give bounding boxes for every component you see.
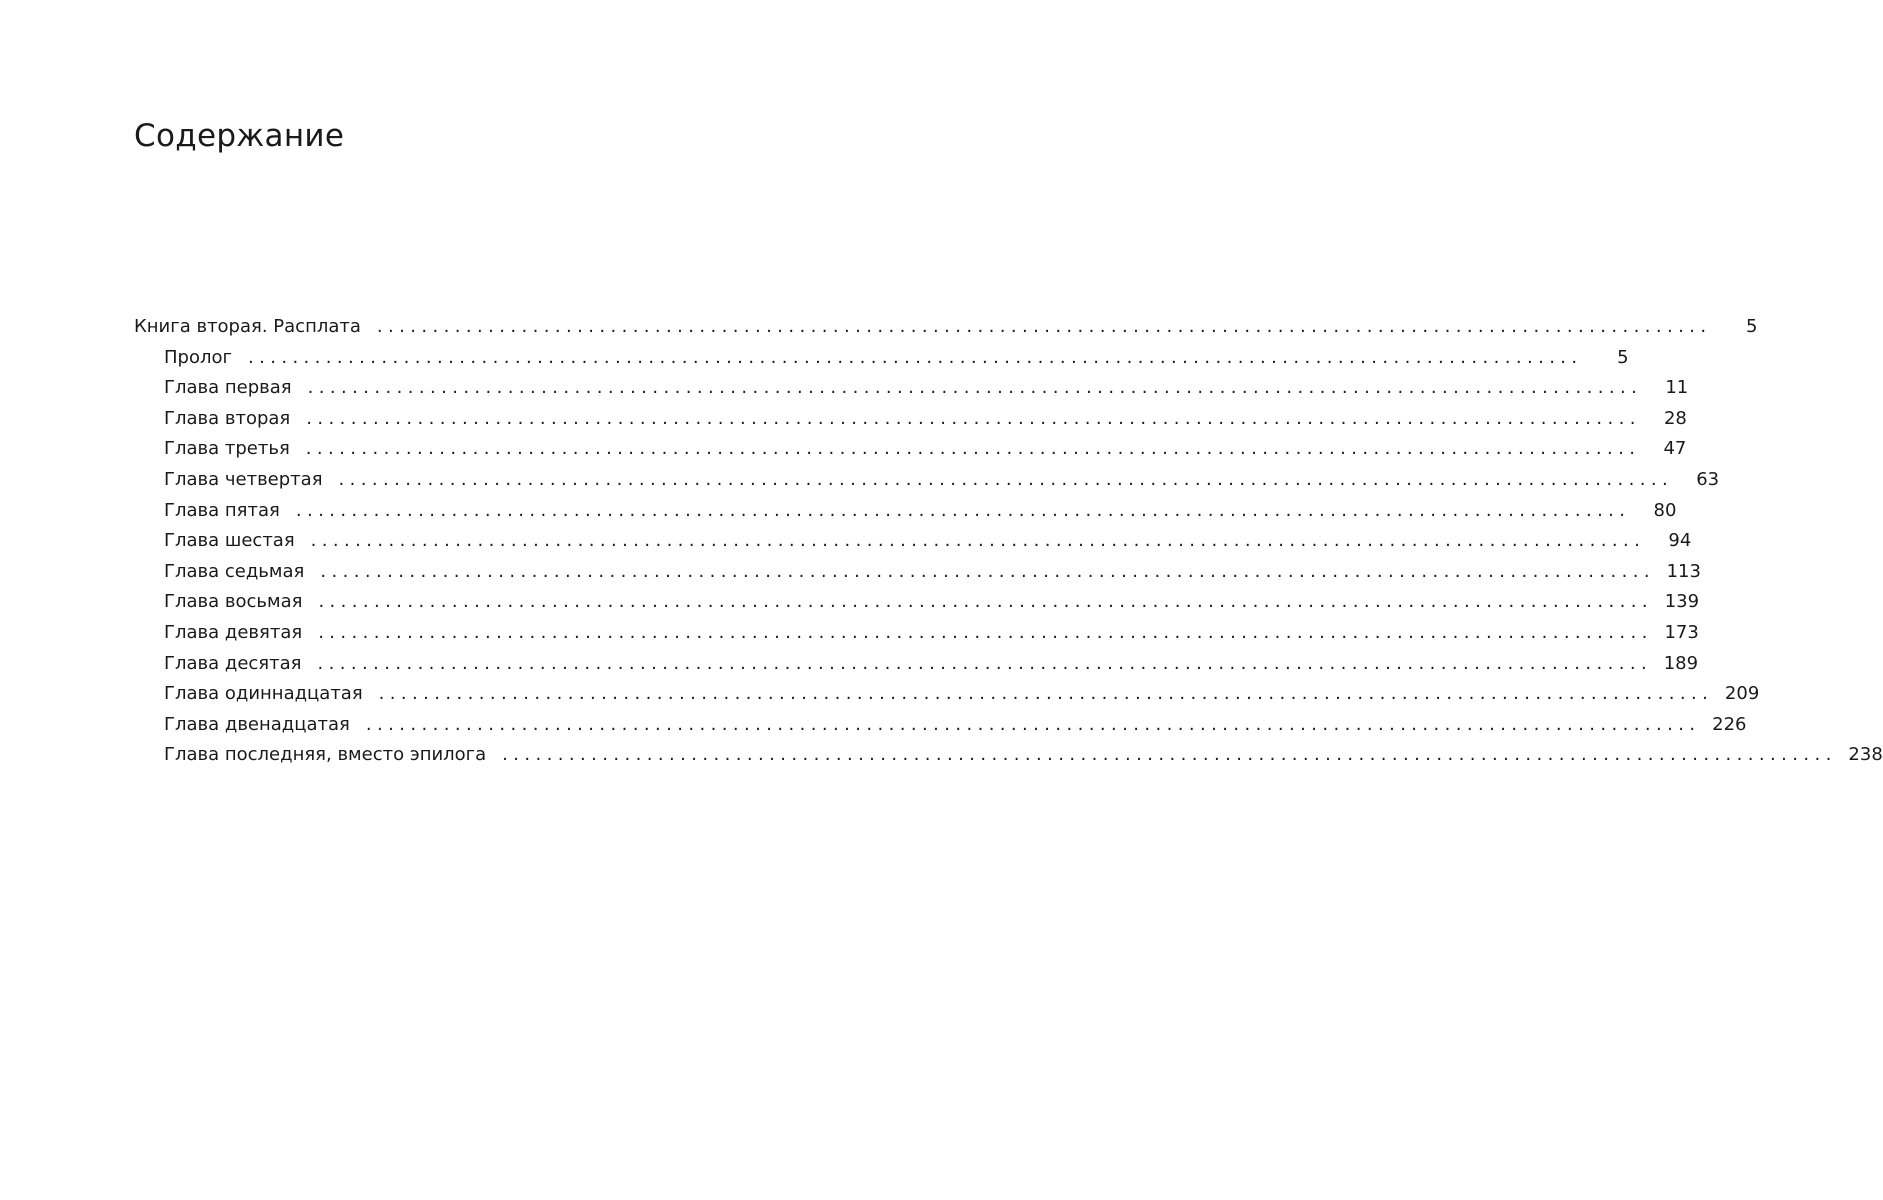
toc-entry-page: 139	[1664, 591, 1700, 613]
dot-leader: ........................................................................................................................	[295, 499, 1631, 521]
toc-entry-page: 173	[1664, 621, 1699, 643]
toc-entry-title: Глава девятая	[164, 621, 303, 643]
page-title: Содержание	[134, 118, 345, 154]
toc-entry	[134, 526, 1692, 557]
toc-entry-title: Глава пятая	[164, 499, 280, 521]
dot-leader: ........................................................................................................................	[376, 316, 1712, 337]
toc-entry	[134, 618, 1699, 649]
dot-leader: ........................................................................................................................	[320, 560, 1655, 582]
toc-entry	[134, 679, 1760, 710]
toc-entry-title: Глава первая	[164, 377, 292, 399]
toc-entry	[134, 343, 1629, 374]
toc-entry-page: 209	[1724, 683, 1760, 705]
dot-leader: ........................................................................................................................	[318, 621, 1653, 643]
toc-entry-page: 5	[1617, 346, 1629, 368]
toc-entry-page: 238	[1848, 744, 1883, 766]
table-of-contents	[134, 312, 1883, 771]
dot-leader: ........................................................................................................................	[318, 591, 1654, 613]
toc-entry	[134, 465, 1720, 496]
toc-entry	[134, 740, 1883, 771]
toc-entry-title: Глава двенадцатая	[164, 713, 350, 735]
toc-entry-title: Глава шестая	[164, 530, 295, 552]
toc-entry-title: Глава последняя, вместо эпилога	[164, 744, 487, 766]
dot-leader: ........................................................................................................................	[305, 438, 1641, 460]
dot-leader: ........................................................................................................................	[338, 468, 1674, 490]
toc-entry-page: 5	[1746, 316, 1758, 337]
dot-leader: ........................................................................................................................	[306, 407, 1641, 429]
dot-leader: ........................................................................................................................	[502, 744, 1837, 766]
toc-entry-title: Глава четвертая	[164, 468, 323, 490]
toc-entry-page: 28	[1663, 407, 1687, 429]
toc-entry-page: 189	[1663, 652, 1699, 674]
toc-entry	[134, 434, 1687, 465]
toc-entry-title: Глава третья	[164, 438, 290, 460]
toc-entry-title: Глава восьмая	[164, 591, 303, 613]
toc-entry	[134, 710, 1747, 741]
dot-leader: ........................................................................................................................	[365, 713, 1701, 735]
toc-entry-page: 80	[1653, 499, 1677, 521]
dot-leader: ........................................................................................................................	[307, 377, 1643, 399]
dot-leader: ........................................................................................................................	[247, 346, 1583, 368]
toc-entry-title: Глава десятая	[164, 652, 302, 674]
toc-entry-page: 226	[1712, 713, 1747, 735]
toc-entry	[134, 312, 1758, 343]
toc-entry-title: Глава седьмая	[164, 560, 305, 582]
toc-entry-page: 94	[1668, 530, 1692, 552]
toc-entry-title: Пролог	[164, 346, 232, 368]
toc-entry-title: Глава одиннадцатая	[164, 683, 363, 705]
dot-leader: ........................................................................................................................	[317, 652, 1653, 674]
toc-entry	[134, 373, 1689, 404]
toc-entry	[134, 649, 1699, 680]
toc-entry	[134, 557, 1701, 588]
toc-entry	[134, 404, 1687, 435]
toc-entry-page: 47	[1663, 438, 1687, 460]
toc-entry-page: 113	[1666, 560, 1701, 582]
toc-entry-title: Книга вторая. Расплата	[134, 316, 361, 337]
toc-entry-page: 11	[1665, 377, 1689, 399]
toc-entry-title: Глава вторая	[164, 407, 291, 429]
dot-leader: ........................................................................................................................	[378, 683, 1714, 705]
toc-entry-page: 63	[1696, 468, 1720, 490]
toc-entry	[134, 496, 1677, 527]
toc-entry	[134, 587, 1700, 618]
dot-leader: ........................................................................................................................	[310, 530, 1646, 552]
